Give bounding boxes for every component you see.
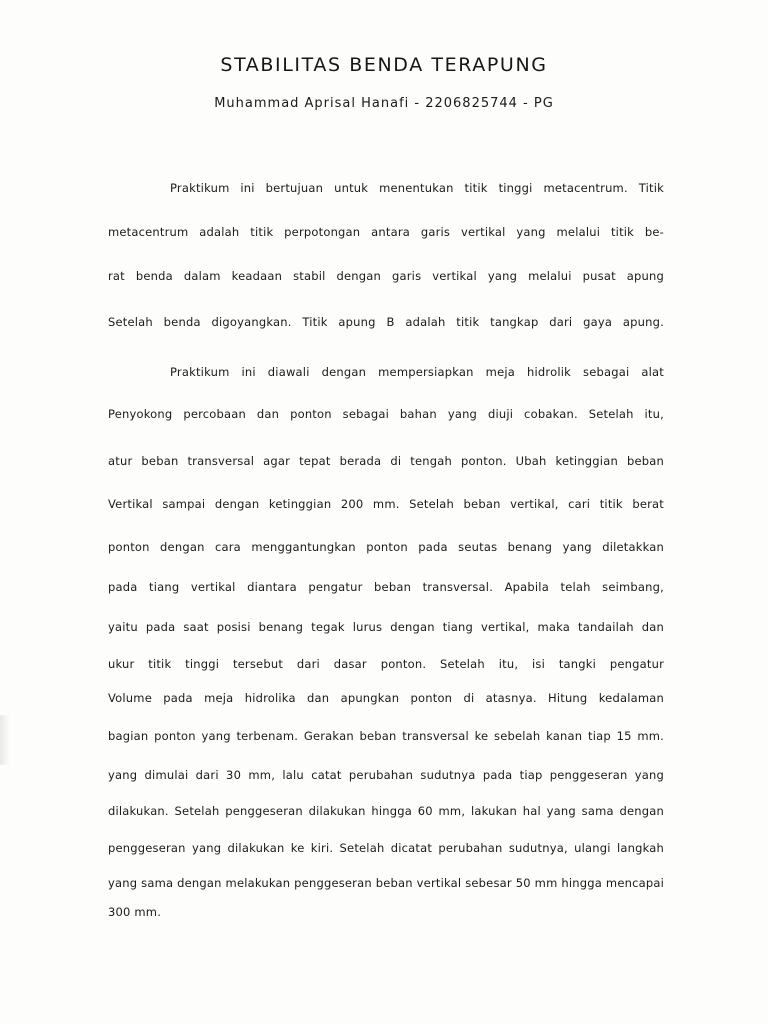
document-title: STABILITAS BENDA TERAPUNG: [220, 54, 548, 76]
text-line: Volume pada meja hidrolika dan apungkan ponton di atasnya. Hitung kedalaman: [108, 691, 664, 705]
text-line: ukur titik tinggi tersebut dari dasar ponton. Setelah itu, isi tangki pengatur: [108, 657, 664, 671]
text-line: metacentrum adalah titik perpotongan antara garis vertikal yang melalui titik be-: [108, 225, 664, 239]
text-line: Praktikum ini diawali dengan mempersiapkan meja hidrolik sebagai alat: [170, 365, 664, 379]
text-line: penggeseran yang dilakukan ke kiri. Setelah dicatat perubahan sudutnya, ulangi langkah: [108, 841, 664, 855]
text-line: dilakukan. Setelah penggeseran dilakukan hingga 60 mm, lakukan hal yang sama dengan: [108, 804, 664, 818]
text-line: bagian ponton yang terbenam. Gerakan beban transversal ke sebelah kanan tiap 15 mm.: [108, 729, 664, 743]
text-line: yang dimulai dari 30 mm, lalu catat perubahan sudutnya pada tiap penggeseran yang: [108, 768, 664, 782]
text-line: yaitu pada saat posisi benang tegak lurus dengan tiang vertikal, maka tandailah dan: [108, 620, 664, 634]
text-line: 300 mm.: [108, 905, 162, 919]
text-line: atur beban transversal agar tepat berada di tengah ponton. Ubah ketinggian beban: [108, 454, 664, 468]
text-line: Vertikal sampai dengan ketinggian 200 mm. Setelah beban vertikal, cari titik berat: [108, 497, 664, 511]
text-line: yang sama dengan melakukan penggeseran beban vertikal sebesar 50 mm hingga mencapai: [108, 876, 664, 890]
text-line: pada tiang vertikal diantara pengatur beban transversal. Apabila telah seimbang,: [108, 580, 664, 594]
text-line: Penyokong percobaan dan ponton sebagai bahan yang diuji cobakan. Setelah itu,: [108, 407, 664, 421]
text-line: Praktikum ini bertujuan untuk menentukan titik tinggi metacentrum. Titik: [170, 181, 664, 195]
text-line: rat benda dalam keadaan stabil dengan garis vertikal yang melalui pusat apung: [108, 269, 664, 283]
scan-edge-shadow: [0, 715, 10, 765]
text-line: ponton dengan cara menggantungkan ponton pada seutas benang yang diletakkan: [108, 540, 664, 554]
text-line: Setelah benda digoyangkan. Titik apung B adalah titik tangkap dari gaya apung.: [108, 315, 664, 329]
author-line: Muhammad Aprisal Hanafi - 2206825744 - PG: [214, 96, 554, 111]
